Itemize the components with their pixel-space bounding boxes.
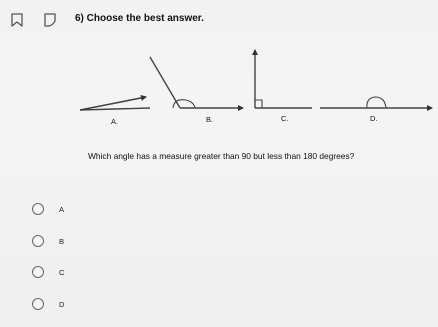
angle-b [150,57,243,108]
choice-label: B [59,236,65,246]
angle-label-b: B. [206,115,213,124]
choice-c[interactable] [32,266,64,278]
choice-label: C [59,267,65,277]
radio-button[interactable] [32,266,44,278]
radio-button[interactable] [32,203,44,215]
question-title: 6) Choose the best answer. [75,13,204,24]
angle-label-a: A. [111,117,118,126]
angle-label-d: D. [370,114,378,123]
question-prompt: Which angle has a measure greater than 90 but less than 180 degrees? [88,151,355,161]
choice-label: D [59,299,65,309]
choice-b[interactable] [32,235,64,247]
choice-label: A [59,204,65,214]
radio-button[interactable] [32,235,44,247]
choice-a[interactable] [32,203,64,215]
angle-d [320,97,432,108]
angle-c [255,50,312,108]
angle-label-c: C. [281,114,289,123]
angle-a [80,97,150,110]
choice-d[interactable] [32,298,64,310]
radio-button[interactable] [32,298,44,310]
